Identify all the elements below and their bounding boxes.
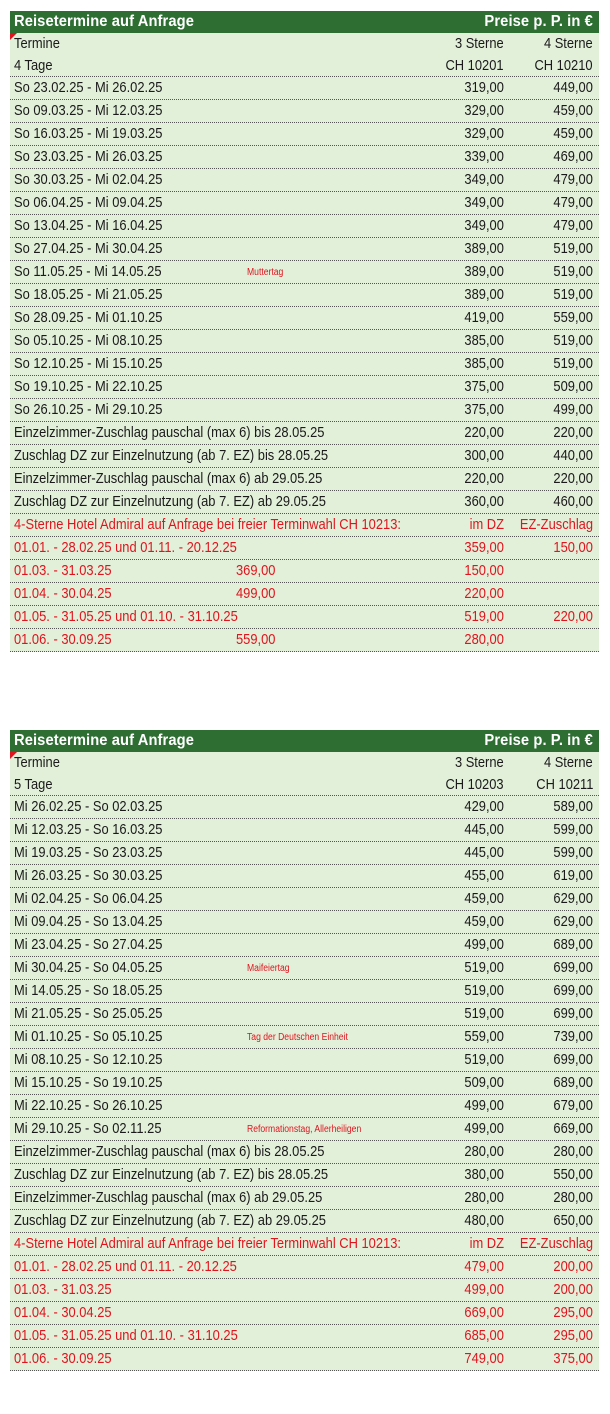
admiral-row [10,1325,599,1348]
admiral-row [10,1256,599,1279]
admiral-price-dz: 220,00 [464,585,504,602]
table-row [10,146,599,169]
admiral-col-im-dz: im DZ [469,1235,504,1252]
price-4-sterne: 479,00 [553,217,593,234]
admiral-price-mid: 499,00 [236,585,276,602]
red-corner-mark [10,752,17,759]
header-title: Reisetermine auf Anfrage [14,13,195,30]
admiral-price-ez: 220,00 [553,608,593,625]
table-row [10,399,599,422]
holiday-note: Tag der Deutschen Einheit [247,1032,348,1043]
surcharge-label: Einzelzimmer-Zuschlag pauschal (max 6) bis 28.05.25 [14,1143,325,1160]
price-3-sterne: 319,00 [464,79,504,96]
product-code-3-sterne: CH 10203 [445,776,504,793]
holiday-note: Muttertag [247,267,284,278]
admiral-price-ez: 150,00 [553,539,593,556]
price-4-sterne: 739,00 [553,1028,593,1045]
price-table-5-days [10,730,599,1371]
travel-dates: Mi 15.10.25 - So 19.10.25 [14,1074,163,1091]
column-label-termine: Termine [14,35,60,52]
admiral-price-dz: 749,00 [464,1350,504,1367]
price-4-sterne: 669,00 [553,1120,593,1137]
column-label-4-sterne: 4 Sterne [544,35,593,52]
admiral-col-ez-zuschlag: EZ-Zuschlag [519,1235,593,1252]
table-row [10,192,599,215]
admiral-price-dz: 685,00 [464,1327,504,1344]
admiral-col-im-dz: im DZ [469,516,504,533]
admiral-price-ez: 295,00 [553,1304,593,1321]
price-3-sterne: 329,00 [464,102,504,119]
table-row [10,307,599,330]
price-3-sterne: 445,00 [464,844,504,861]
column-header-row [10,33,599,55]
surcharge-3-sterne: 220,00 [464,424,504,441]
admiral-price-ez: 200,00 [553,1281,593,1298]
table-body [10,752,599,1371]
price-4-sterne: 459,00 [553,102,593,119]
table-row [10,865,599,888]
price-4-sterne: 619,00 [553,867,593,884]
surcharge-row [10,1187,599,1210]
table-row [10,1095,599,1118]
price-4-sterne: 449,00 [553,79,593,96]
table-row [10,796,599,819]
table-row [10,1118,599,1141]
price-3-sterne: 499,00 [464,936,504,953]
travel-dates: Mi 14.05.25 - So 18.05.25 [14,982,163,999]
price-3-sterne: 459,00 [464,890,504,907]
admiral-row [10,1302,599,1325]
surcharge-row [10,1141,599,1164]
travel-dates: Mi 29.10.25 - So 02.11.25 [14,1120,162,1137]
price-3-sterne: 499,00 [464,1097,504,1114]
admiral-heading-row [10,1233,599,1256]
table-row [10,284,599,307]
price-3-sterne: 389,00 [464,240,504,257]
table-row [10,353,599,376]
price-3-sterne: 499,00 [464,1120,504,1137]
admiral-price-dz: 499,00 [464,1281,504,1298]
price-4-sterne: 629,00 [553,890,593,907]
price-4-sterne: 499,00 [553,401,593,418]
table-header-bar [10,11,599,33]
admiral-row [10,583,599,606]
travel-dates: Mi 21.05.25 - So 25.05.25 [14,1005,163,1022]
price-3-sterne: 385,00 [464,355,504,372]
table-body [10,33,599,652]
table-row [10,1072,599,1095]
surcharge-row [10,445,599,468]
admiral-col-ez-zuschlag: EZ-Zuschlag [519,516,593,533]
price-4-sterne: 599,00 [553,821,593,838]
surcharge-3-sterne: 480,00 [464,1212,504,1229]
table-row [10,1003,599,1026]
price-3-sterne: 509,00 [464,1074,504,1091]
price-4-sterne: 469,00 [553,148,593,165]
table-row [10,957,599,980]
price-4-sterne: 519,00 [553,355,593,372]
surcharge-4-sterne: 650,00 [553,1212,593,1229]
price-4-sterne: 699,00 [553,959,593,976]
holiday-note: Maifeiertag [247,963,290,974]
travel-dates: So 09.03.25 - Mi 12.03.25 [14,102,163,119]
admiral-row [10,629,599,652]
admiral-period: 01.05. - 31.05.25 und 01.10. - 31.10.25 [14,1327,238,1344]
price-4-sterne: 679,00 [553,1097,593,1114]
price-3-sterne: 559,00 [464,1028,504,1045]
table-row [10,376,599,399]
surcharge-label: Einzelzimmer-Zuschlag pauschal (max 6) ab 29.05.25 [14,1189,323,1206]
table-row [10,77,599,100]
admiral-price-dz: 519,00 [464,608,504,625]
price-4-sterne: 599,00 [553,844,593,861]
price-3-sterne: 329,00 [464,125,504,142]
travel-dates: So 23.02.25 - Mi 26.02.25 [14,79,163,96]
travel-dates: So 23.03.25 - Mi 26.03.25 [14,148,163,165]
red-corner-mark [10,33,17,40]
table-row [10,123,599,146]
price-4-sterne: 519,00 [553,286,593,303]
travel-dates: Mi 01.10.25 - So 05.10.25 [14,1028,163,1045]
header-price-note: Preise p. P. in € [484,732,593,749]
admiral-heading: 4-Sterne Hotel Admiral auf Anfrage bei freier Terminwahl CH 10213: [14,1235,401,1252]
admiral-price-ez: 295,00 [553,1327,593,1344]
admiral-price-mid: 559,00 [236,631,276,648]
admiral-price-dz: 150,00 [464,562,504,579]
travel-dates: So 27.04.25 - Mi 30.04.25 [14,240,163,257]
travel-dates: Mi 12.03.25 - So 16.03.25 [14,821,163,838]
surcharge-4-sterne: 440,00 [553,447,593,464]
surcharge-3-sterne: 380,00 [464,1166,504,1183]
price-4-sterne: 519,00 [553,240,593,257]
price-3-sterne: 519,00 [464,959,504,976]
admiral-period: 01.01. - 28.02.25 und 01.11. - 20.12.25 [14,1258,237,1275]
admiral-price-dz: 479,00 [464,1258,504,1275]
travel-dates: Mi 22.10.25 - So 26.10.25 [14,1097,163,1114]
price-3-sterne: 375,00 [464,378,504,395]
price-3-sterne: 375,00 [464,401,504,418]
table-row [10,934,599,957]
price-4-sterne: 519,00 [553,332,593,349]
travel-dates: Mi 26.03.25 - So 30.03.25 [14,867,163,884]
admiral-price-ez: 200,00 [553,1258,593,1275]
price-3-sterne: 519,00 [464,1051,504,1068]
column-label-3-sterne: 3 Sterne [455,754,504,771]
surcharge-row [10,1164,599,1187]
column-code-row [10,55,599,77]
column-code-row [10,774,599,796]
table-row [10,888,599,911]
travel-dates: So 13.04.25 - Mi 16.04.25 [14,217,163,234]
travel-dates: So 16.03.25 - Mi 19.03.25 [14,125,163,142]
price-4-sterne: 589,00 [553,798,593,815]
admiral-price-ez: 375,00 [553,1350,593,1367]
travel-dates: Mi 23.04.25 - So 27.04.25 [14,936,163,953]
price-3-sterne: 349,00 [464,217,504,234]
product-code-4-sterne: CH 10210 [534,57,593,74]
price-4-sterne: 699,00 [553,982,593,999]
table-row [10,238,599,261]
price-4-sterne: 689,00 [553,1074,593,1091]
surcharge-row [10,1210,599,1233]
travel-dates: Mi 30.04.25 - So 04.05.25 [14,959,163,976]
duration-label: 4 Tage [14,57,53,74]
column-header-row [10,752,599,774]
price-3-sterne: 429,00 [464,798,504,815]
table-row [10,100,599,123]
price-3-sterne: 519,00 [464,982,504,999]
product-code-4-sterne: CH 10211 [535,776,593,793]
admiral-heading-row [10,514,599,537]
price-4-sterne: 479,00 [553,171,593,188]
admiral-row [10,606,599,629]
price-4-sterne: 479,00 [553,194,593,211]
admiral-period: 01.03. - 31.03.25 [14,1281,112,1298]
table-row [10,1049,599,1072]
surcharge-3-sterne: 280,00 [464,1189,504,1206]
table-row [10,819,599,842]
price-3-sterne: 339,00 [464,148,504,165]
price-table-4-days [10,11,599,652]
travel-dates: So 05.10.25 - Mi 08.10.25 [14,332,163,349]
table-row [10,215,599,238]
table-row [10,842,599,865]
admiral-row [10,560,599,583]
admiral-period: 01.06. - 30.09.25 [14,631,112,648]
surcharge-label: Zuschlag DZ zur Einzelnutzung (ab 7. EZ) ab 29.05.25 [14,493,326,510]
travel-dates: Mi 08.10.25 - So 12.10.25 [14,1051,163,1068]
travel-dates: Mi 19.03.25 - So 23.03.25 [14,844,163,861]
surcharge-row [10,468,599,491]
admiral-period: 01.04. - 30.04.25 [14,585,112,602]
price-4-sterne: 689,00 [553,936,593,953]
travel-dates: Mi 26.02.25 - So 02.03.25 [14,798,163,815]
surcharge-4-sterne: 280,00 [553,1143,593,1160]
travel-dates: So 30.03.25 - Mi 02.04.25 [14,171,163,188]
price-4-sterne: 459,00 [553,125,593,142]
surcharge-3-sterne: 280,00 [464,1143,504,1160]
admiral-price-dz: 280,00 [464,631,504,648]
admiral-period: 01.04. - 30.04.25 [14,1304,112,1321]
admiral-heading: 4-Sterne Hotel Admiral auf Anfrage bei freier Terminwahl CH 10213: [14,516,401,533]
table-row [10,1026,599,1049]
table-row [10,911,599,934]
surcharge-4-sterne: 220,00 [553,470,593,487]
header-price-note: Preise p. P. in € [484,13,593,30]
admiral-period: 01.03. - 31.03.25 [14,562,112,579]
surcharge-label: Zuschlag DZ zur Einzelnutzung (ab 7. EZ) bis 28.05.25 [14,1166,329,1183]
price-3-sterne: 445,00 [464,821,504,838]
travel-dates: Mi 09.04.25 - So 13.04.25 [14,913,163,930]
product-code-3-sterne: CH 10201 [445,57,504,74]
admiral-price-dz: 359,00 [464,539,504,556]
table-header-bar [10,730,599,752]
travel-dates: So 12.10.25 - Mi 15.10.25 [14,355,163,372]
surcharge-3-sterne: 300,00 [464,447,504,464]
surcharge-4-sterne: 550,00 [553,1166,593,1183]
travel-dates: So 26.10.25 - Mi 29.10.25 [14,401,163,418]
price-3-sterne: 349,00 [464,194,504,211]
header-title: Reisetermine auf Anfrage [14,732,195,749]
column-label-3-sterne: 3 Sterne [455,35,504,52]
holiday-note: Reformationstag, Allerheiligen [247,1124,362,1135]
price-4-sterne: 699,00 [553,1051,593,1068]
table-row [10,169,599,192]
travel-dates: So 06.04.25 - Mi 09.04.25 [14,194,163,211]
price-3-sterne: 389,00 [464,286,504,303]
admiral-period: 01.05. - 31.05.25 und 01.10. - 31.10.25 [14,608,238,625]
travel-dates: Mi 02.04.25 - So 06.04.25 [14,890,163,907]
admiral-price-dz: 669,00 [464,1304,504,1321]
price-4-sterne: 629,00 [553,913,593,930]
price-3-sterne: 389,00 [464,263,504,280]
surcharge-row [10,491,599,514]
travel-dates: So 19.10.25 - Mi 22.10.25 [14,378,163,395]
travel-dates: So 11.05.25 - Mi 14.05.25 [14,263,162,280]
travel-dates: So 28.09.25 - Mi 01.10.25 [14,309,163,326]
price-3-sterne: 419,00 [464,309,504,326]
price-3-sterne: 455,00 [464,867,504,884]
price-3-sterne: 385,00 [464,332,504,349]
admiral-period: 01.06. - 30.09.25 [14,1350,112,1367]
admiral-row [10,1348,599,1371]
surcharge-4-sterne: 460,00 [553,493,593,510]
price-4-sterne: 559,00 [553,309,593,326]
surcharge-3-sterne: 360,00 [464,493,504,510]
price-4-sterne: 699,00 [553,1005,593,1022]
admiral-row [10,1279,599,1302]
column-label-termine: Termine [14,754,60,771]
admiral-row [10,537,599,560]
admiral-price-mid: 369,00 [236,562,276,579]
surcharge-label: Einzelzimmer-Zuschlag pauschal (max 6) bis 28.05.25 [14,424,325,441]
table-row [10,330,599,353]
surcharge-row [10,422,599,445]
travel-dates: So 18.05.25 - Mi 21.05.25 [14,286,163,303]
table-row [10,980,599,1003]
price-3-sterne: 519,00 [464,1005,504,1022]
surcharge-4-sterne: 220,00 [553,424,593,441]
duration-label: 5 Tage [14,776,53,793]
surcharge-label: Zuschlag DZ zur Einzelnutzung (ab 7. EZ) bis 28.05.25 [14,447,329,464]
price-3-sterne: 459,00 [464,913,504,930]
surcharge-label: Zuschlag DZ zur Einzelnutzung (ab 7. EZ) ab 29.05.25 [14,1212,326,1229]
surcharge-3-sterne: 220,00 [464,470,504,487]
price-4-sterne: 519,00 [553,263,593,280]
surcharge-label: Einzelzimmer-Zuschlag pauschal (max 6) ab 29.05.25 [14,470,323,487]
price-3-sterne: 349,00 [464,171,504,188]
column-label-4-sterne: 4 Sterne [544,754,593,771]
surcharge-4-sterne: 280,00 [553,1189,593,1206]
price-4-sterne: 509,00 [553,378,593,395]
table-row [10,261,599,284]
admiral-period: 01.01. - 28.02.25 und 01.11. - 20.12.25 [14,539,237,556]
